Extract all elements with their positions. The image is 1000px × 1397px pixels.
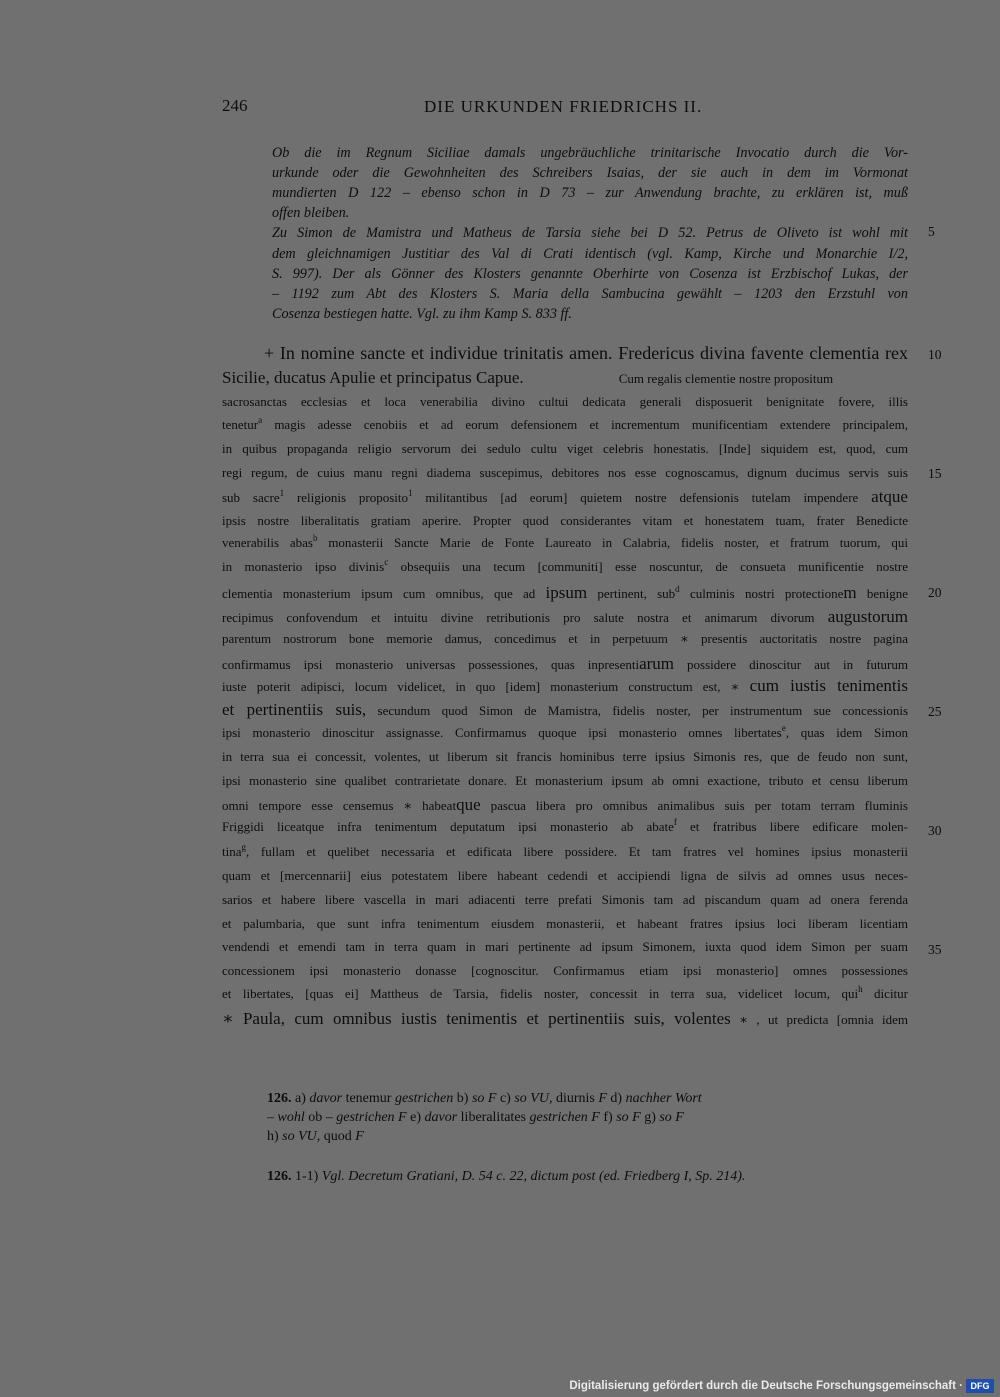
body-line: in quibus propaganda religio servorum dei sedulo cultu viget celebris honestatis. [Inde] siquidem est, quod, cum <box>222 441 908 456</box>
dfg-logo: DFG <box>966 1379 994 1393</box>
document-body <box>222 343 908 1033</box>
line-number: 15 <box>928 466 942 481</box>
page-number: 246 <box>222 96 248 115</box>
body-line: concessionem ipsi monasterio donasse [cognoscitur. Confirmamus etiam ipsi monasterio] omnes possessiones <box>222 963 908 978</box>
intro-line: Cosenza bestiegen hatte. Vgl. zu ihm Kamp S. 833 ff. <box>272 306 572 322</box>
footnote-marker: c <box>384 557 389 567</box>
intro-line: S. 997). Der als Gönner des Klosters genannte Oberhirte von Cosenza ist Erzbischof Lukas, der <box>272 266 908 282</box>
body-line: omni tempore esse censemus ∗ habeatque pascua libera pro omnibus animalibus suis per totam terram fluminis <box>222 795 908 814</box>
footnote-marker: d <box>675 584 680 594</box>
footnote-marker: 1 <box>279 488 285 498</box>
line-number: 10 <box>928 347 942 362</box>
footnote-marker: 1 <box>408 488 413 498</box>
intitulatio: Sicilie, ducatus Apulie et principatus Capue. <box>222 368 524 387</box>
body-line: et pertinentiis suis, secundum quod Simon de Mamistra, fidelis noster, per instrumentum sue concessionis <box>222 700 908 719</box>
body-line: parentum nostrorum bone memorie damus, concedimus et in perpetuum ∗ presentis auctoritatis nostre pagina <box>222 631 908 646</box>
line-number: 20 <box>928 585 942 600</box>
body-line: vendendi et emendi tam in terra quam in mari pertinente ad ipsum Simonem, iuxta quod idem Simon per suam <box>222 939 908 954</box>
body-line: in terra sua ei concessit, volentes, ut liberum sit francis hominibus terre ipsius Simonis res, que de feudo non sunt, <box>222 749 908 764</box>
running-title: DIE URKUNDEN FRIEDRICHS II. <box>424 97 703 116</box>
footnotes-a <box>267 1091 908 1151</box>
introduction-paragraph <box>272 143 908 333</box>
body-line: clementia monasterium ipsum cum omnibus, que ad ipsum pertinent, sub$^d$ culminis nostri protectionem benigne <box>222 583 909 602</box>
intro-line: – 1192 zum Abt des Klosters S. Maria della Sambucina gewählt – 1203 den Erzstuhl von <box>272 286 908 302</box>
intro-line: urkunde oder die Gewohnheiten des Schreibers Isaias, der sie auch in dem im Vormonat <box>272 165 908 181</box>
footnote-marker: e <box>781 723 786 733</box>
body-line: sarios et habere libere vascella in mari adiacenti terre prefati Simonis tam ad piscandum quam ad onera ferenda <box>222 892 908 907</box>
footnote-marker: g <box>241 842 246 852</box>
body-line: sub sacre$^1$ religionis proposito$^1$ militantibus [ad eorum] quietem nostre defensionis tutelam impendere atque <box>222 487 908 506</box>
body-line: iuste poterit adipisci, locum videlicet, in quo [idem] monasterium constructum est, ∗ cum iustis tenimentis <box>222 676 908 695</box>
footnote-line: 126. a) davor tenemur gestrichen b) so F c) so VU, diurnis F d) nachher Wort <box>267 1091 702 1106</box>
intro-line: Zu Simon de Mamistra und Matheus de Tarsia siehe bei D 52. Petrus de Oliveto ist wohl mit <box>272 225 908 241</box>
funding-notice: Digitalisierung gefördert durch die Deutsche Forschungsgemeinschaft · <box>569 1380 963 1392</box>
footnote-line: h) so VU, quod F <box>267 1129 364 1144</box>
intro-line: dem gleichnamigen Justitiar des Val di Crati identisch (vgl. Kamp, Kirche und Monarchie I/2, <box>272 246 908 262</box>
body-line: et libertates, [quas ei] Mattheus de Tarsia, fidelis noster, concessit in terra sua, videlicet locum, qui$^h$ dicitur <box>222 984 908 1001</box>
body-line: tina$^g$, fullam et quelibet necessaria et edificata libere possidere. Et tam fratres vel homines ipsius monasterii <box>222 842 908 859</box>
line-number: 35 <box>928 942 942 957</box>
footnote-line: – wohl ob – gestrichen F e) davor liberalitates gestrichen F f) so F g) so F <box>267 1110 684 1125</box>
body-line: ipsis nostre liberalitatis gratiam aperire. Propter quod considerantes vitam et honestatem tuam, frater Benedicte <box>222 513 908 528</box>
body-line: recipimus confovendum et intuitu divine retributionis pro salute nostra et animarum divorum augustorum <box>222 607 908 626</box>
footnote-marker: h <box>858 984 863 994</box>
line-number: 30 <box>928 823 942 838</box>
footnote-line: 126. 1-1) Vgl. Decretum Gratiani, D. 54 c. 22, dictum post (ed. Friedberg I, Sp. 214). <box>267 1169 746 1184</box>
body-line: Friggidi liceatque infra tenimentum deputatum ipsi monasterio ab abate$^f$ et fratribus libere edificare molen- <box>222 817 908 834</box>
footnote-marker: f <box>673 817 677 827</box>
body-line: ∗ Paula, cum omnibus iustis tenimentis et pertinentiis suis, volentes ∗ , ut predicta [omnia idem <box>222 1009 908 1028</box>
footnotes-b <box>267 1169 908 1189</box>
body-line: ipsi monasterio sine qualibet contrarietate donare. Et monasterium ipsum ab omni exactione, tributo et censu liberum <box>222 773 908 788</box>
line-number: 5 <box>928 224 935 239</box>
body-line: quam et [mercennarii] eius potestatem libere habeant cedendi et accipiendi ligna de silvis ad omnes usus neces- <box>222 868 908 883</box>
body-line <box>222 368 908 388</box>
body-line: sacrosanctas ecclesias et loca venerabilia divino cultui dedicata generali disposuerit benignitate fovere, illis <box>222 394 908 409</box>
body-line: + In nomine sancte et individue trinitatis amen. Fredericus divina favente clementia rex <box>264 343 908 363</box>
intro-line: Ob die im Regnum Siciliae damals ungebräuchliche trinitarische Invocatio durch die Vor- <box>272 145 908 161</box>
footnote-marker: a <box>258 415 263 425</box>
intro-line: offen bleiben. <box>272 205 350 221</box>
body-line: venerabilis abas$^b$ monasterii Sancte Marie de Fonte Laureato in Calabria, fidelis noster, et fratrum tuorum, qui <box>222 533 909 550</box>
body-line: in monasterio ipso divinis$^c$ obsequiis una tecum [communiti] esse noscuntur, de consueta munificentie nostre <box>222 557 908 574</box>
body-line: et palumbaria, que sunt infra tenimentum eiusdem monasterii, et habeant fratres ipsius loci liberam licentiam <box>222 916 908 931</box>
body-line: ipsi monasterio dinoscitur assignasse. Confirmamus quoque ipsi monasterio omnes libertates$^e$, quas idem Simon <box>222 723 908 740</box>
intro-line: mundierten D 122 – ebenso schon in D 73 – zur Anwendung brachte, zu erklären ist, muß <box>272 185 908 201</box>
body-line: confirmamus ipsi monasterio universas possessiones, quas inpresentiarum possidere dinoscitur aut in futurum <box>222 654 908 673</box>
body-line: regi regum, de cuius manu regni diadema suscepimus, debitores nos esse cognoscamus, dignum ducimus servis suis <box>222 465 908 480</box>
arenga-start: Cum regalis clementie nostre propositum <box>618 371 834 386</box>
body-line: tenetur$^a$ magis adesse cenobiis et ad eorum defensionem et incrementum munificentiam extendere principalem, <box>222 415 908 432</box>
line-number: 25 <box>928 704 942 719</box>
footnote-marker: b <box>312 533 318 543</box>
